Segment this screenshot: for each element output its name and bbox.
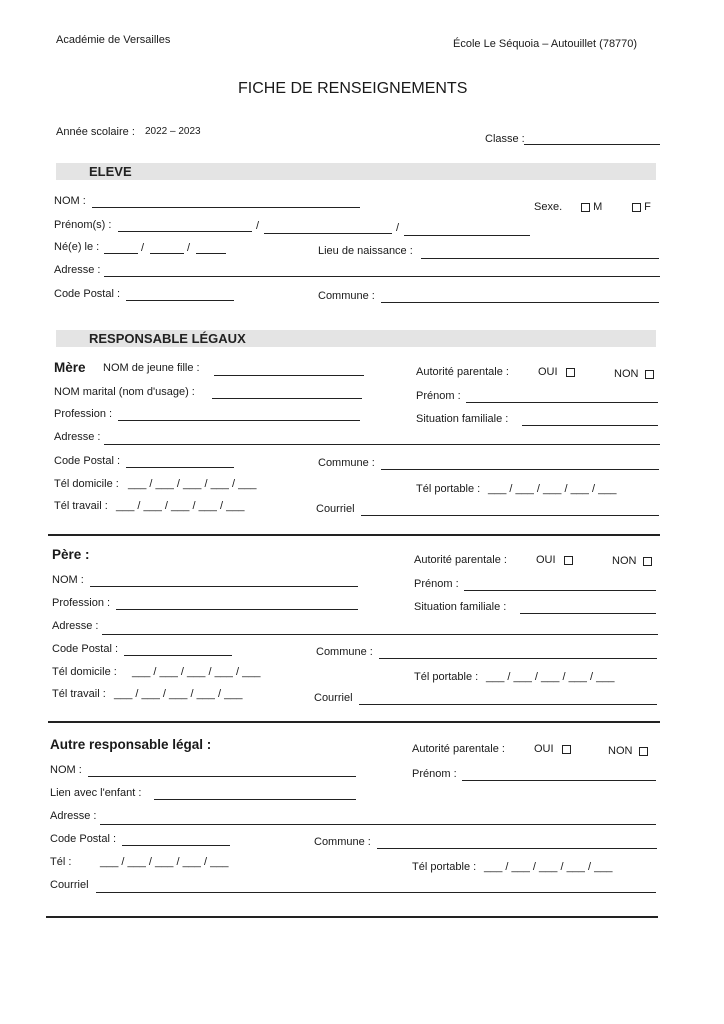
autre-adresse-field[interactable]	[100, 824, 656, 825]
pere-tel-trav-field[interactable]: ___ / ___ / ___ / ___ / ___	[114, 688, 243, 700]
autre-commune-field[interactable]	[377, 848, 657, 849]
checkbox-m[interactable]	[581, 203, 590, 212]
pere-commune-field[interactable]	[379, 658, 657, 659]
pere-oui-option[interactable]	[536, 554, 573, 566]
pere-cp-field[interactable]	[124, 655, 232, 656]
autre-title: Autre responsable légal :	[50, 737, 212, 752]
sexe-m-option[interactable]	[581, 201, 602, 213]
ecole-label: École Le Séquoia – Autouillet (78770)	[453, 38, 638, 50]
autre-lien-label: Lien avec l'enfant :	[50, 787, 142, 799]
checkbox-f[interactable]	[632, 203, 641, 212]
pere-prenom-field[interactable]	[464, 590, 656, 591]
mere-tel-port-label: Tél portable :	[416, 483, 481, 495]
pere-commune-label: Commune :	[316, 646, 373, 658]
lieu-field[interactable]	[421, 258, 659, 259]
autre-tel-field[interactable]: ___ / ___ / ___ / ___ / ___	[100, 856, 229, 868]
pere-tel-dom-field[interactable]: ___ / ___ / ___ / ___ / ___	[132, 666, 261, 678]
pere-tel-port-field[interactable]: ___ / ___ / ___ / ___ / ___	[486, 671, 615, 683]
pere-tel-port-label: Tél portable :	[414, 671, 479, 683]
mere-nom-jf-field[interactable]	[214, 375, 364, 376]
autre-nom-field[interactable]	[88, 776, 356, 777]
mere-nom-jf-label: NOM de jeune fille :	[103, 362, 200, 374]
autre-non-label: NON	[608, 745, 633, 757]
mere-autorite-label: Autorité parentale :	[416, 366, 509, 378]
mere-profession-label: Profession :	[54, 408, 113, 420]
section-title-responsables: RESPONSABLE LÉGAUX	[89, 331, 246, 346]
mere-non-option[interactable]	[614, 368, 654, 380]
pere-adresse-label: Adresse :	[52, 620, 99, 632]
prenom-slash-1: /	[256, 220, 260, 232]
page-title: FICHE DE RENSEIGNEMENTS	[238, 80, 468, 97]
autre-cp-label: Code Postal :	[50, 833, 117, 845]
classe-field[interactable]	[524, 144, 660, 145]
pere-tel-dom-label: Tél domicile :	[52, 666, 117, 678]
eleve-prenom-label: Prénom(s) :	[54, 219, 112, 231]
pere-non-label: NON	[612, 555, 637, 567]
mere-prenom-label: Prénom :	[416, 390, 461, 402]
mere-commune-label: Commune :	[318, 457, 375, 469]
eleve-cp-field[interactable]	[126, 300, 234, 301]
mere-tel-dom-field[interactable]: ___ / ___ / ___ / ___ / ___	[128, 478, 257, 490]
autre-cp-field[interactable]	[122, 845, 230, 846]
mere-non-label: NON	[614, 368, 639, 380]
autre-courriel-field[interactable]	[96, 892, 656, 893]
mere-oui-label: OUI	[538, 366, 558, 378]
mere-oui-checkbox[interactable]	[566, 368, 575, 377]
autre-autorite-label: Autorité parentale :	[412, 743, 505, 755]
autre-oui-checkbox[interactable]	[562, 745, 571, 754]
eleve-cp-label: Code Postal :	[54, 288, 121, 300]
pere-adresse-field[interactable]	[102, 634, 658, 635]
mere-adresse-label: Adresse :	[54, 431, 101, 443]
pere-tel-trav-label: Tél travail :	[52, 688, 106, 700]
autre-tel-port-label: Tél portable :	[412, 861, 477, 873]
pere-nom-field[interactable]	[90, 586, 358, 587]
academie-label: Académie de Versailles	[56, 34, 171, 46]
pere-oui-label: OUI	[536, 554, 556, 566]
mere-prenom-field[interactable]	[466, 402, 658, 403]
mere-situation-label: Situation familiale :	[416, 413, 509, 425]
pere-profession-label: Profession :	[52, 597, 111, 609]
section-band-eleve	[56, 163, 656, 180]
mere-nom-marital-field[interactable]	[212, 398, 362, 399]
autre-tel-label: Tél :	[50, 856, 72, 868]
pere-oui-checkbox[interactable]	[564, 556, 573, 565]
pere-courriel-field[interactable]	[359, 704, 657, 705]
mere-profession-field[interactable]	[118, 420, 360, 421]
prenom-slash-2: /	[396, 222, 400, 234]
mere-title: Mère	[54, 360, 86, 375]
classe-label: Classe :	[485, 133, 525, 145]
autre-prenom-field[interactable]	[462, 780, 656, 781]
eleve-prenom-field-3[interactable]	[404, 235, 530, 236]
mere-situation-field[interactable]	[522, 425, 658, 426]
eleve-commune-label: Commune :	[318, 290, 375, 302]
pere-situation-field[interactable]	[520, 613, 656, 614]
mere-cp-field[interactable]	[126, 467, 234, 468]
autre-lien-field[interactable]	[154, 799, 356, 800]
autre-non-checkbox[interactable]	[639, 747, 648, 756]
autre-prenom-label: Prénom :	[412, 768, 457, 780]
mere-tel-port-field[interactable]: ___ / ___ / ___ / ___ / ___	[488, 483, 617, 495]
autre-non-option[interactable]	[608, 745, 648, 757]
mere-nom-marital-label: NOM marital (nom d'usage) :	[54, 386, 195, 398]
section-title-eleve: ELEVE	[89, 164, 132, 179]
autre-adresse-label: Adresse :	[50, 810, 97, 822]
pere-title: Père :	[52, 547, 90, 562]
autre-oui-label: OUI	[534, 743, 554, 755]
eleve-adresse-field[interactable]	[104, 276, 660, 277]
sexe-label: Sexe.	[534, 201, 563, 213]
nele-mois-field[interactable]	[150, 253, 184, 254]
mere-tel-dom-label: Tél domicile :	[54, 478, 119, 490]
sexe-f-label: F	[644, 201, 651, 213]
pere-situation-label: Situation familiale :	[414, 601, 507, 613]
pere-non-option[interactable]	[612, 555, 652, 567]
mere-tel-trav-label: Tél travail :	[54, 500, 108, 512]
nele-annee-field[interactable]	[196, 253, 226, 254]
annee-value: 2022 – 2023	[145, 126, 201, 137]
pere-autorite-label: Autorité parentale :	[414, 554, 507, 566]
eleve-nom-label: NOM :	[54, 195, 86, 207]
mere-non-checkbox[interactable]	[645, 370, 654, 379]
autre-tel-port-field[interactable]: ___ / ___ / ___ / ___ / ___	[484, 861, 613, 873]
nele-slash-2: /	[187, 242, 191, 254]
mere-courriel-field[interactable]	[361, 515, 659, 516]
mere-commune-field[interactable]	[381, 469, 659, 470]
mere-adresse-field[interactable]	[104, 444, 660, 445]
eleve-nom-field[interactable]	[92, 207, 360, 208]
pere-non-checkbox[interactable]	[643, 557, 652, 566]
annee-label: Année scolaire :	[56, 126, 135, 138]
mere-tel-trav-field[interactable]: ___ / ___ / ___ / ___ / ___	[116, 500, 245, 512]
nele-label: Né(e) le :	[54, 241, 100, 253]
mere-courriel-label: Courriel	[316, 503, 355, 515]
autre-commune-label: Commune :	[314, 836, 371, 848]
eleve-prenom-field-2[interactable]	[264, 233, 392, 234]
divider-mere-pere	[48, 534, 660, 536]
pere-courriel-label: Courriel	[314, 692, 353, 704]
pere-prenom-label: Prénom :	[414, 578, 459, 590]
pere-profession-field[interactable]	[116, 609, 358, 610]
nele-slash-1: /	[141, 242, 145, 254]
eleve-prenom-field-1[interactable]	[118, 231, 252, 232]
autre-oui-option[interactable]	[534, 743, 571, 755]
eleve-adresse-label: Adresse :	[54, 264, 101, 276]
pere-cp-label: Code Postal :	[52, 643, 119, 655]
eleve-commune-field[interactable]	[381, 302, 659, 303]
autre-nom-label: NOM :	[50, 764, 82, 776]
mere-oui-option[interactable]	[538, 366, 575, 378]
sexe-f-option[interactable]	[632, 201, 651, 213]
nele-jour-field[interactable]	[104, 253, 138, 254]
mere-cp-label: Code Postal :	[54, 455, 121, 467]
pere-nom-label: NOM :	[52, 574, 84, 586]
autre-courriel-label: Courriel	[50, 879, 89, 891]
sexe-m-label: M	[593, 201, 603, 213]
divider-pere-autre	[48, 721, 660, 723]
divider-bottom	[46, 916, 658, 918]
lieu-label: Lieu de naissance :	[318, 245, 413, 257]
